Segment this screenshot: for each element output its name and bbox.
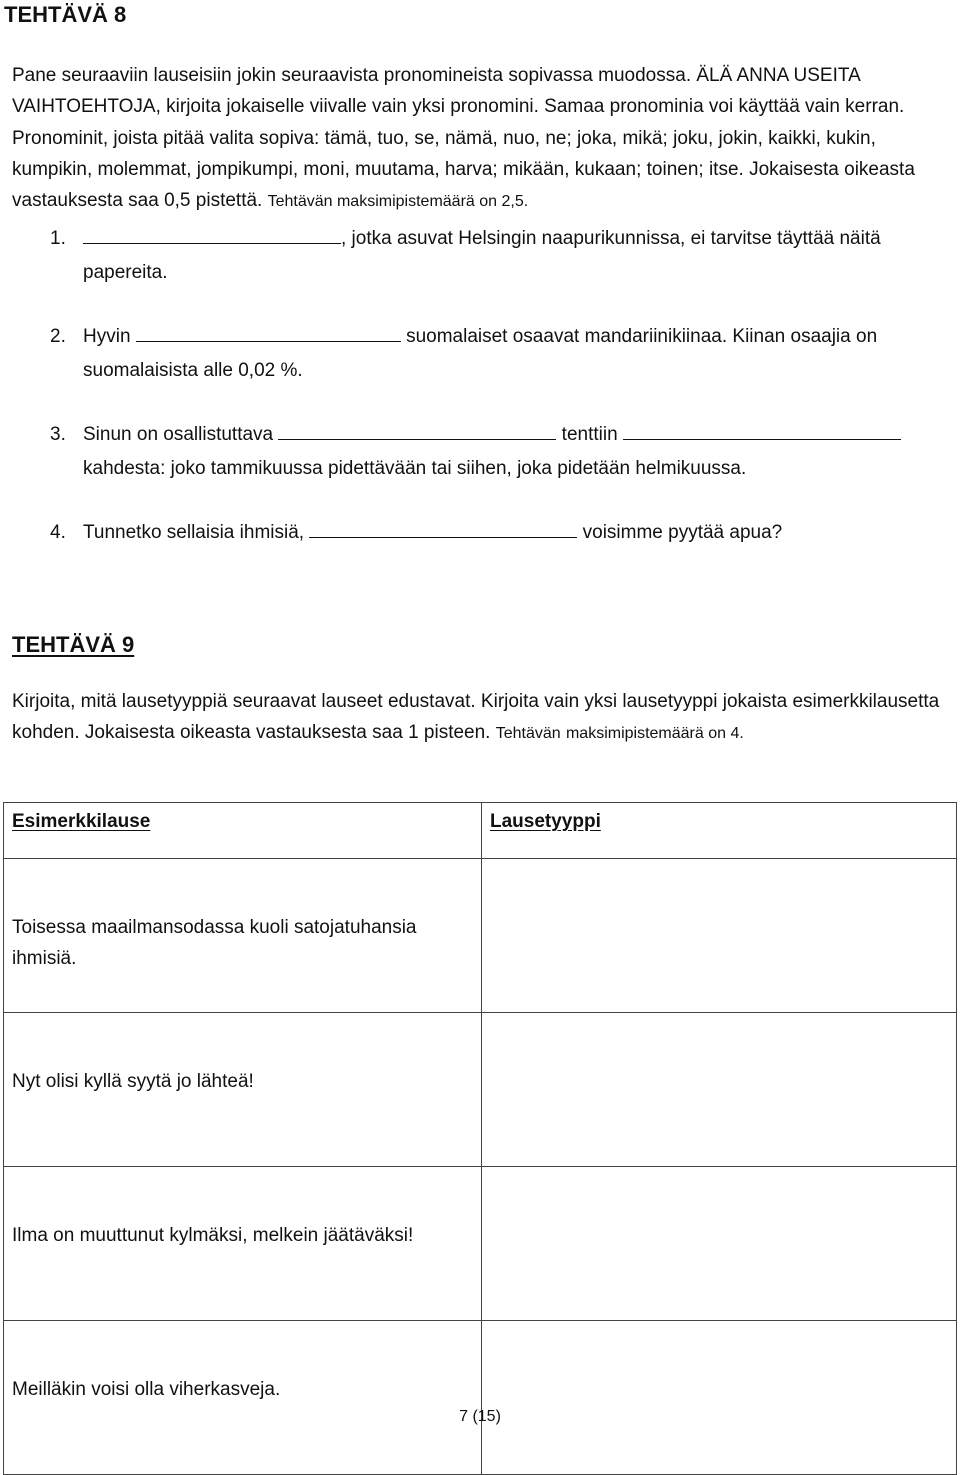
item-text-after: kahdesta: joko tammikuussa pidettävään tai siihen, joka pidetään helmikuussa. [83,458,747,479]
example-sentence: Ilma on muuttunut kylmäksi, melkein jäätäväksi! [4,1167,482,1321]
sentence-type-answer[interactable] [482,1013,957,1167]
item-text-after: , jotka asuvat Helsingin naapurikunnissa, ei tarvitse täyttää näitä papereita. [83,228,881,283]
task8-item-1 [50,222,950,292]
item-number: 4. [50,522,66,543]
task8-instructions [12,60,952,217]
task9-intro-main: Kirjoita, mitä lausetyyppiä seuraavat lauseet edustavat. Kirjoita vain yksi lausetyyppi jokaista esimerkkilausetta kohden. Jokaisesta oikeasta vastauksesta saa 1 pisteen. [12,691,940,744]
page-number: 7 (15) [459,1408,501,1425]
item-text-before: Tunnetko sellaisia ihmisiä, [83,522,310,543]
table-header-row [4,803,957,859]
answer-blank-2[interactable] [136,324,401,342]
item-number: 3. [50,424,66,445]
answer-blank-1[interactable] [83,226,341,244]
table-row [4,1321,957,1475]
item-number: 1. [50,228,66,249]
task9-intro-max-a: Tehtävän [495,725,561,743]
task9-heading: TEHTÄVÄ 9 [12,632,135,657]
task8-heading: TEHTÄVÄ 8 [4,2,127,27]
item-text [83,418,960,486]
item-text [83,222,960,290]
task9-instructions [12,686,952,750]
sentence-type-table [3,802,957,1475]
answer-blank-3b[interactable] [623,422,901,440]
item-text [83,516,960,550]
example-sentence: Nyt olisi kyllä syytä jo lähteä! [4,1013,482,1167]
table-row [4,859,957,1013]
table-row [4,1013,957,1167]
item-text-middle: tenttiin [556,424,623,445]
task8-intro-max: Tehtävän maksimipistemäärä on 2,5. [267,193,529,211]
task8-item-2 [50,320,950,390]
column-header-example: Esimerkkilause [4,803,482,859]
sentence-type-answer[interactable] [482,859,957,1013]
answer-blank-4[interactable] [309,520,577,538]
task8-item-4 [50,516,950,552]
sentence-type-answer[interactable] [482,1167,957,1321]
example-sentence: Meilläkin voisi olla viherkasveja. [4,1321,482,1475]
item-text [83,320,960,388]
item-number: 2. [50,326,66,347]
task8-intro-main: Pane seuraaviin lauseisiin jokin seuraavista pronomineista sopivassa muodossa. ÄLÄ ANNA USEITA VAIHTOEHTOJA, kirjoita jokaiselle viivalle vain yksi pronomini. Samaa pronominia voi käyttää vain kerran. Pronominit, joista pitää valita sopiva: tämä, tuo, se, nämä, nuo, ne; joka, mikä; joku, jokin, kaikki, kukin, kumpikin, molemmat, jompikumpi, moni, muutama, harva; mikään, kukaan; toinen; itse. Jokaisesta oikeasta vastauksesta saa 0,5 pistettä. [12,65,915,212]
sentence-type-answer[interactable] [482,1321,957,1475]
item-text-before: Sinun on osallistuttava [83,424,279,445]
item-text-after: voisimme pyytää apua? [577,522,783,543]
item-text-before: Hyvin [83,326,136,347]
column-header-type: Lausetyyppi [482,803,957,859]
item-text-after: suomalaiset osaavat mandariinikiinaa. Kiinan osaajia on suomalaisista alle 0,02 %. [83,326,878,381]
answer-blank-3a[interactable] [278,422,556,440]
table-row [4,1167,957,1321]
task8-item-3 [50,418,950,488]
example-sentence: Toisessa maailmansodassa kuoli satojatuhansia ihmisiä. [4,859,482,1013]
task9-intro-max-b: maksimipistemäärä on 4. [565,725,744,743]
